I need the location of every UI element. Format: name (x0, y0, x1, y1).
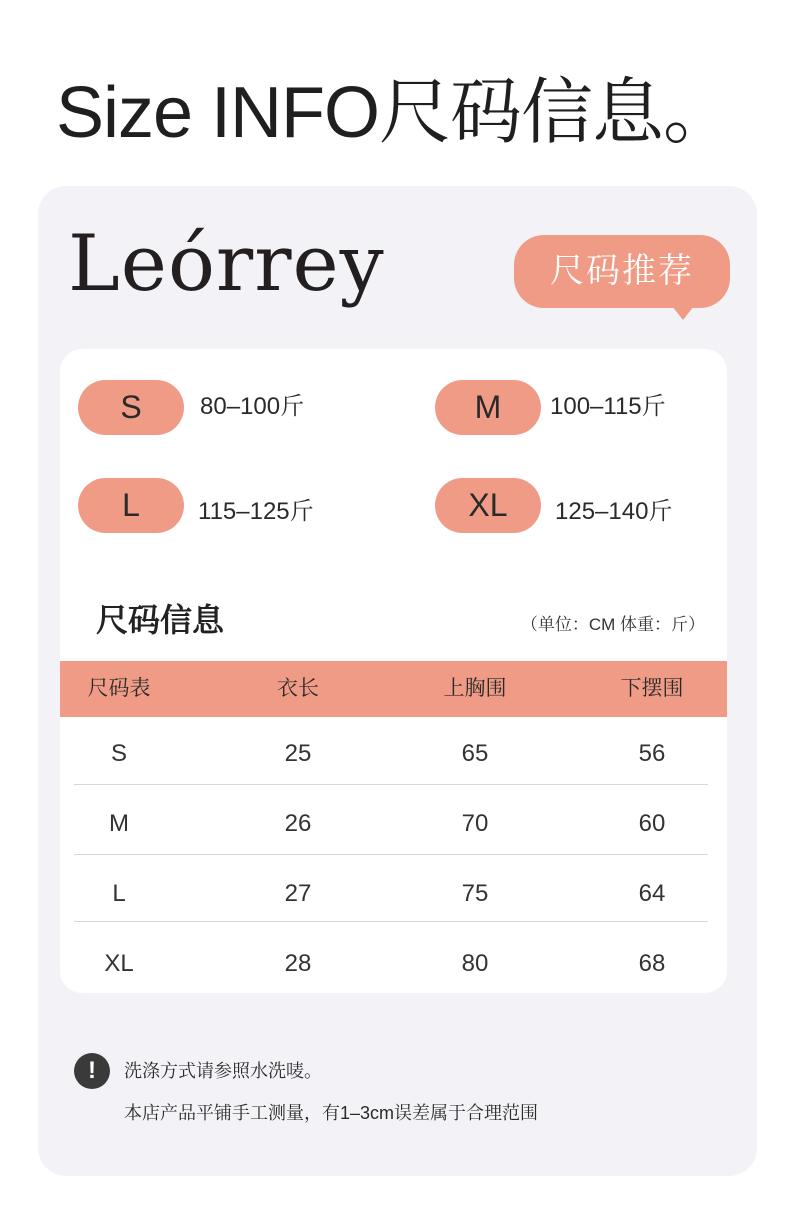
size-content-panel (60, 349, 727, 993)
table-cell: L (112, 880, 126, 907)
table-header-cell: 下摆围 (620, 677, 684, 700)
table-cell: 25 (284, 740, 312, 767)
row-divider (74, 784, 708, 785)
table-header (60, 661, 727, 717)
table-header-cell: 尺码表 (87, 677, 151, 700)
size-pill-xl: XL (435, 478, 541, 533)
table-cell: M (109, 810, 129, 837)
size-range-xl: 125–140斤 (555, 498, 673, 525)
unit-note: （单位：CM 体重：斤） (520, 615, 705, 634)
table-cell: 56 (638, 740, 666, 767)
bubble-tail (672, 306, 694, 320)
page-title: Size INFO尺码信息。 (55, 73, 735, 153)
size-range-m: 100–115斤 (550, 393, 666, 420)
note-measure: 本店产品平铺手工测量，有1–3cm误差属于合理范围 (124, 1103, 539, 1123)
table-cell: 75 (461, 880, 489, 907)
table-cell: 70 (461, 810, 489, 837)
row-divider (74, 921, 708, 922)
table-header-cell: 上胸围 (443, 677, 507, 700)
table-cell: 28 (284, 950, 312, 977)
table-cell: 60 (638, 810, 666, 837)
table-cell: 65 (461, 740, 489, 767)
section-title: 尺码信息 (96, 602, 225, 638)
table-cell: XL (104, 950, 134, 977)
table-row (60, 719, 727, 789)
row-divider (74, 854, 708, 855)
table-row (60, 789, 727, 859)
size-range-l: 115–125斤 (198, 498, 314, 525)
table-cell: S (110, 740, 127, 767)
table-cell: 68 (638, 950, 666, 977)
brand-logo: Leórrey (68, 219, 385, 309)
size-range-s: 80–100斤 (200, 393, 305, 420)
table-header-cell: 衣长 (277, 677, 319, 700)
size-pill-l: L (78, 478, 184, 533)
exclamation-icon: ! (74, 1053, 110, 1089)
size-pill-m: M (435, 380, 541, 435)
table-cell: 80 (461, 950, 489, 977)
size-pill-s: S (78, 380, 184, 435)
size-recommend-bubble: 尺码推荐 (514, 235, 730, 308)
size-info-card (38, 186, 757, 1176)
table-cell: 64 (638, 880, 666, 907)
note-wash: 洗涤方式请参照水洗唛。 (124, 1061, 322, 1081)
table-row (60, 859, 727, 929)
table-cell: 27 (284, 880, 312, 907)
table-cell: 26 (284, 810, 312, 837)
table-row (60, 929, 727, 993)
